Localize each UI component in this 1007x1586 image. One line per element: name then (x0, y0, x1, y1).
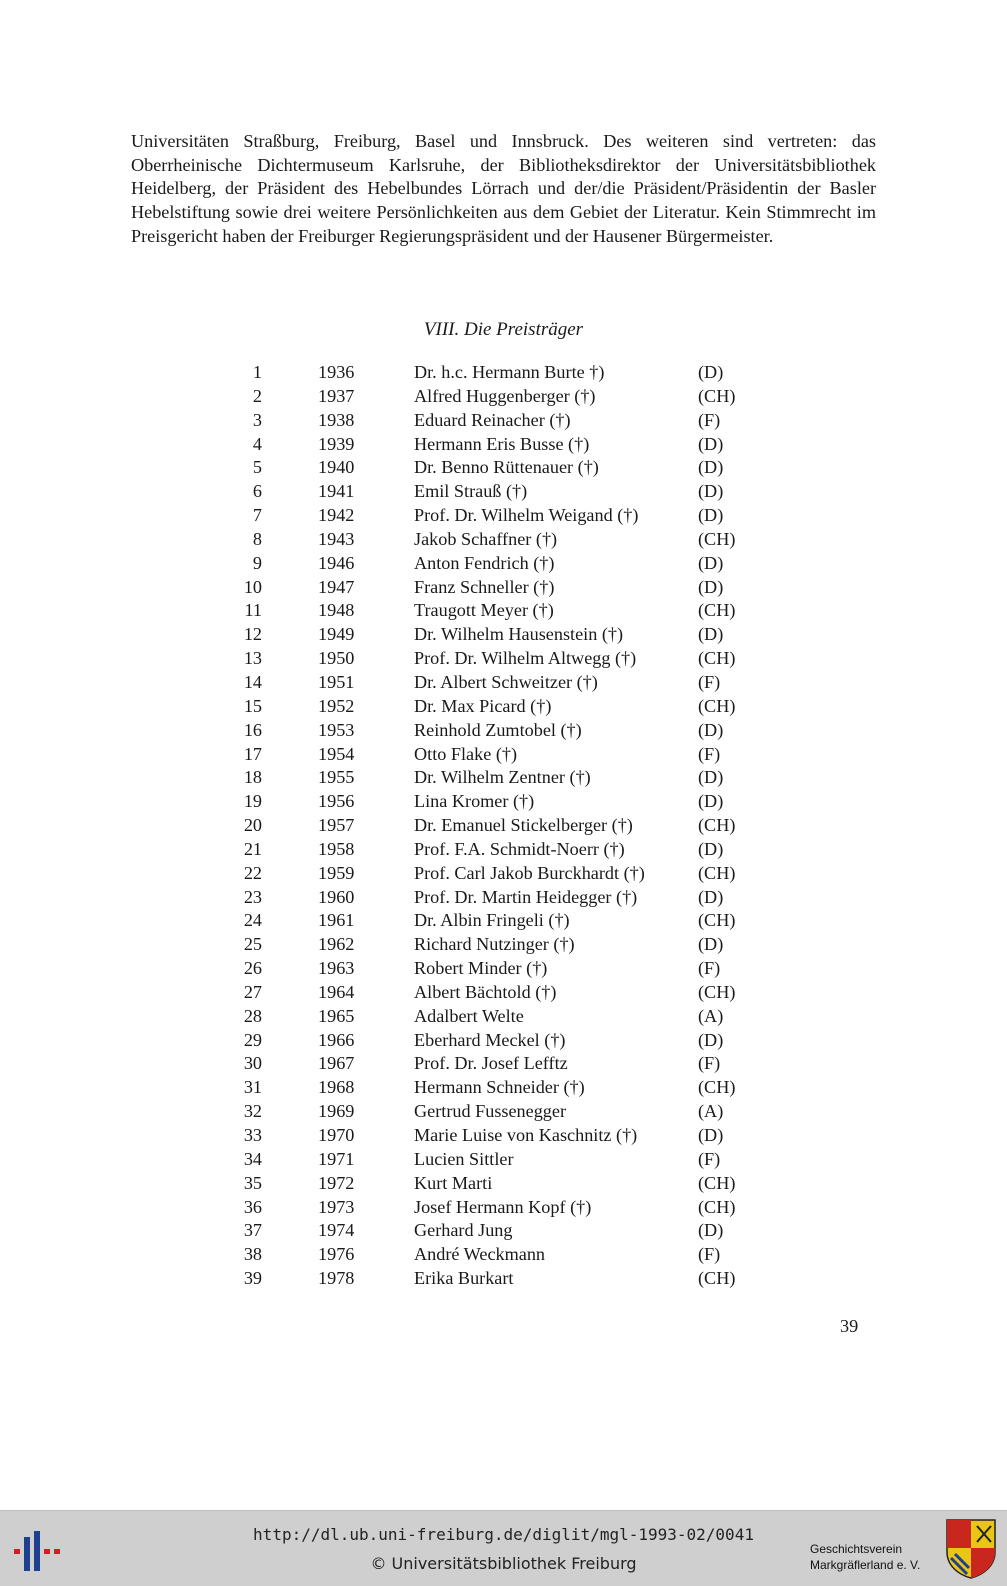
laureate-country: (D) (698, 1029, 724, 1050)
laureate-name: Dr. Albin Fringeli (†) (414, 910, 570, 931)
laureate-year: 1965 (318, 1005, 355, 1026)
laureate-name: Franz Schneller (†) (414, 576, 555, 597)
list-item (232, 433, 792, 457)
laureate-number: 7 (252, 505, 262, 526)
laureate-country: (D) (698, 886, 724, 907)
laureate-country: (D) (698, 552, 724, 573)
list-item (232, 719, 792, 743)
laureate-country: (CH) (698, 981, 736, 1002)
laureate-country: (D) (698, 624, 724, 645)
laureate-number: 30 (243, 1053, 262, 1074)
laureate-year: 1948 (318, 600, 355, 621)
laureate-number: 29 (243, 1029, 262, 1050)
list-item (232, 409, 792, 433)
laureate-country: (CH) (698, 528, 736, 549)
laureate-year: 1941 (318, 481, 355, 502)
laureate-name: Lucien Sittler (414, 1148, 514, 1169)
laureate-name: Anton Fendrich (†) (414, 552, 555, 573)
laureate-number: 24 (243, 910, 262, 931)
list-item (232, 647, 792, 671)
laureate-year: 1974 (318, 1220, 355, 1241)
laureate-number: 17 (243, 743, 262, 764)
laureate-number: 13 (243, 648, 262, 669)
footer-url-link[interactable]: http://dl.ub.uni-freiburg.de/diglit/mgl-1993-02/0041 (253, 1525, 754, 1544)
laureate-name: Prof. Dr. Wilhelm Weigand (†) (414, 505, 639, 526)
laureate-name: Robert Minder (†) (414, 958, 548, 979)
laureate-year: 1957 (318, 815, 355, 836)
laureate-year: 1956 (318, 791, 355, 812)
list-item (232, 1196, 792, 1220)
laureate-year: 1962 (318, 934, 355, 955)
laureate-number: 26 (243, 958, 262, 979)
laureate-number: 28 (243, 1005, 262, 1026)
laureate-name: Prof. Dr. Martin Heidegger (†) (414, 886, 638, 907)
list-item (232, 790, 792, 814)
list-item (232, 695, 792, 719)
laureate-number: 27 (243, 981, 262, 1002)
list-item (232, 671, 792, 695)
laureate-year: 1937 (318, 385, 355, 406)
list-item (232, 1052, 792, 1076)
list-item (232, 743, 792, 767)
laureate-number: 32 (243, 1101, 262, 1122)
laureate-number: 3 (252, 409, 262, 430)
list-item (232, 576, 792, 600)
laureate-year: 1958 (318, 838, 355, 859)
list-item (232, 1005, 792, 1029)
laureate-year: 1936 (318, 362, 355, 382)
laureate-year: 1964 (318, 981, 355, 1002)
laureate-country: (CH) (698, 862, 736, 883)
laureate-number: 35 (243, 1172, 262, 1193)
list-item (232, 886, 792, 910)
laureate-year: 1954 (318, 743, 355, 764)
page-number: 39 (840, 1316, 859, 1336)
laureate-year: 1939 (318, 433, 355, 454)
laureate-year: 1978 (318, 1268, 355, 1289)
laureate-list (232, 361, 792, 1291)
list-item (232, 599, 792, 623)
laureate-year: 1953 (318, 719, 355, 740)
laureate-number: 4 (252, 433, 262, 454)
laureate-year: 1970 (318, 1125, 355, 1145)
laureate-name: Reinhold Zumtobel (†) (414, 719, 582, 740)
list-item (232, 1172, 792, 1196)
laureate-country: (D) (698, 1125, 724, 1145)
laureate-year: 1949 (318, 624, 355, 645)
laureate-name: Alfred Huggenberger (†) (414, 385, 596, 406)
laureate-year: 1938 (318, 409, 355, 430)
laureate-year: 1943 (318, 528, 355, 549)
laureate-number: 37 (243, 1220, 262, 1241)
laureate-name: Jakob Schaffner (†) (414, 528, 558, 549)
laureate-country: (D) (698, 791, 724, 812)
list-item (232, 909, 792, 933)
footer-copyright: © Universitätsbibliothek Freiburg (370, 1554, 637, 1573)
laureate-country: (F) (698, 743, 721, 764)
section-title: VIII. Die Preisträger (423, 319, 584, 340)
laureate-number: 10 (243, 576, 262, 597)
laureate-number: 21 (243, 838, 262, 859)
laureate-country: (D) (698, 1220, 724, 1241)
laureate-name: Emil Strauß (†) (414, 481, 528, 502)
list-item (232, 1029, 792, 1053)
intro-paragraph: Universitäten Straßburg, Freiburg, Basel und Innsbruck. Des weiteren sind vertreten: das Oberrheinische Dichtermuseum Karlsruhe, der Bibliotheksdirektor der Universitätsbibliothek Heidelberg, der Präsident des Hebelbundes Lörrach und der/die Präsident/Präsidentin der Basler Hebelstiftung sowie drei weitere Persönlichkeiten aus dem Gebiet der Literatur. Kein Stimmrecht im Preisgericht haben der Freiburger Regierungspräsident und der Hausener Bürgermeister. (131, 131, 876, 246)
laureate-number: 5 (252, 457, 262, 478)
laureate-number: 1 (252, 362, 262, 382)
laureate-number: 8 (252, 528, 262, 549)
laureate-name: Gerhard Jung (414, 1220, 513, 1241)
laureate-year: 1969 (318, 1101, 355, 1122)
laureate-country: (D) (698, 457, 724, 478)
laureate-number: 34 (243, 1148, 262, 1169)
laureate-number: 23 (243, 886, 262, 907)
list-item (232, 528, 792, 552)
laureate-name: Eberhard Meckel (†) (414, 1029, 566, 1050)
laureate-year: 1963 (318, 958, 355, 979)
laureate-number: 19 (243, 791, 262, 812)
laureate-name: Dr. Max Picard (†) (414, 695, 552, 716)
list-item (232, 957, 792, 981)
laureate-country: (CH) (698, 910, 736, 931)
laureate-country: (D) (698, 934, 724, 955)
laureate-year: 1971 (318, 1148, 355, 1169)
laureate-year: 1960 (318, 886, 355, 907)
list-item (232, 480, 792, 504)
laureate-year: 1968 (318, 1077, 355, 1098)
laureate-name: Dr. Emanuel Stickelberger (†) (414, 815, 633, 836)
laureate-country: (CH) (698, 385, 736, 406)
footer-organization (810, 1541, 930, 1573)
list-item (232, 1267, 792, 1291)
laureate-number: 14 (243, 671, 262, 692)
laureate-year: 1973 (318, 1196, 355, 1217)
laureate-country: (D) (698, 838, 724, 859)
laureate-number: 33 (243, 1125, 262, 1145)
laureate-name: Dr. Albert Schweitzer (†) (414, 671, 598, 692)
list-item (232, 623, 792, 647)
list-item (232, 981, 792, 1005)
laureate-country: (D) (698, 576, 724, 597)
laureate-number: 2 (252, 385, 262, 406)
laureate-year: 1976 (318, 1244, 355, 1265)
laureate-country: (CH) (698, 1268, 736, 1289)
footer-bar (0, 1510, 1007, 1586)
laureate-name: Traugott Meyer (†) (414, 600, 554, 621)
laureate-number: 9 (252, 552, 262, 573)
list-item (232, 1219, 792, 1243)
laureate-country: (CH) (698, 648, 736, 669)
list-item (232, 933, 792, 957)
laureate-name: Kurt Marti (414, 1172, 493, 1193)
laureate-number: 18 (243, 767, 262, 788)
laureate-number: 22 (243, 862, 262, 883)
laureate-year: 1950 (318, 648, 355, 669)
laureate-country: (F) (698, 1148, 721, 1169)
laureate-country: (D) (698, 362, 724, 382)
list-item (232, 504, 792, 528)
laureate-name: Dr. Benno Rüttenauer (†) (414, 457, 599, 478)
laureate-number: 36 (243, 1196, 262, 1217)
laureate-year: 1947 (318, 576, 355, 597)
list-item (232, 1243, 792, 1267)
laureate-year: 1966 (318, 1029, 355, 1050)
laureate-number: 15 (243, 695, 262, 716)
laureate-number: 39 (243, 1268, 262, 1289)
laureate-name: Otto Flake (†) (414, 743, 518, 764)
laureate-number: 11 (244, 600, 262, 621)
list-item (232, 552, 792, 576)
laureate-name: Richard Nutzinger (†) (414, 934, 575, 955)
laureate-country: (A) (698, 1005, 724, 1026)
laureate-country: (D) (698, 505, 724, 526)
laureate-country: (F) (698, 409, 721, 430)
laureate-number: 38 (243, 1244, 262, 1265)
laureate-name: Dr. Wilhelm Hausenstein (†) (414, 624, 624, 645)
laureate-year: 1942 (318, 505, 355, 526)
laureate-country: (CH) (698, 1077, 736, 1098)
laureate-name: Lina Kromer (†) (414, 791, 535, 812)
laureate-name: Gertrud Fussenegger (414, 1101, 567, 1122)
laureate-name: André Weckmann (414, 1244, 546, 1265)
laureate-country: (D) (698, 481, 724, 502)
laureate-year: 1940 (318, 457, 355, 478)
laureate-year: 1961 (318, 910, 355, 931)
laureate-name: Eduard Reinacher (†) (414, 409, 571, 430)
footer-org-line2: Markgräflerland e. V. (810, 1558, 921, 1572)
laureate-number: 20 (243, 815, 262, 836)
laureate-name: Dr. Wilhelm Zentner (†) (414, 767, 591, 788)
laureate-country: (F) (698, 1053, 721, 1074)
laureate-name: Erika Burkart (414, 1268, 514, 1289)
laureate-year: 1967 (318, 1053, 355, 1074)
laureate-country: (CH) (698, 600, 736, 621)
list-item (232, 456, 792, 480)
laureate-number: 25 (243, 934, 262, 955)
footer-org-line1: Geschichtsverein (810, 1542, 903, 1556)
laureate-name: Hermann Schneider (†) (414, 1077, 585, 1098)
laureate-country: (CH) (698, 1196, 736, 1217)
laureate-name: Albert Bächtold (†) (414, 981, 557, 1002)
laureate-country: (D) (698, 767, 724, 788)
laureate-name: Dr. h.c. Hermann Burte †) (414, 362, 605, 382)
laureate-name: Prof. Dr. Wilhelm Altwegg (†) (414, 648, 637, 669)
laureate-country: (CH) (698, 815, 736, 836)
laureate-country: (CH) (698, 1172, 736, 1193)
laureate-year: 1951 (318, 671, 355, 692)
laureate-year: 1952 (318, 695, 355, 716)
laureate-country: (F) (698, 671, 721, 692)
list-item (232, 862, 792, 886)
list-item (232, 385, 792, 409)
laureate-year: 1972 (318, 1172, 355, 1193)
laureate-year: 1959 (318, 862, 355, 883)
laureate-year: 1955 (318, 767, 355, 788)
laureate-name: Hermann Eris Busse (†) (414, 433, 590, 454)
list-item (232, 1076, 792, 1100)
laureate-number: 16 (243, 719, 262, 740)
list-item (232, 814, 792, 838)
laureate-country: (A) (698, 1101, 724, 1122)
laureate-country: (CH) (698, 695, 736, 716)
laureate-number: 6 (252, 481, 262, 502)
laureate-name: Marie Luise von Kaschnitz (†) (414, 1125, 638, 1145)
laureate-name: Josef Hermann Kopf (†) (414, 1196, 592, 1217)
laureate-year: 1946 (318, 552, 355, 573)
laureate-name: Prof. Carl Jakob Burckhardt (†) (414, 862, 645, 883)
laureate-number: 31 (243, 1077, 262, 1098)
laureate-country: (D) (698, 719, 724, 740)
coat-of-arms-icon[interactable] (945, 1518, 997, 1580)
laureate-number: 12 (243, 624, 262, 645)
laureate-name: Prof. Dr. Josef Lefftz (414, 1053, 568, 1074)
laureate-country: (F) (698, 958, 721, 979)
list-item (232, 1100, 792, 1124)
laureate-name: Prof. F.A. Schmidt-Noerr (†) (414, 838, 625, 859)
list-item (232, 361, 792, 385)
laureate-country: (F) (698, 1244, 721, 1265)
laureate-country: (D) (698, 433, 724, 454)
list-item (232, 838, 792, 862)
list-item (232, 766, 792, 790)
list-item (232, 1124, 792, 1148)
list-item (232, 1148, 792, 1172)
laureate-name: Adalbert Welte (414, 1005, 524, 1026)
